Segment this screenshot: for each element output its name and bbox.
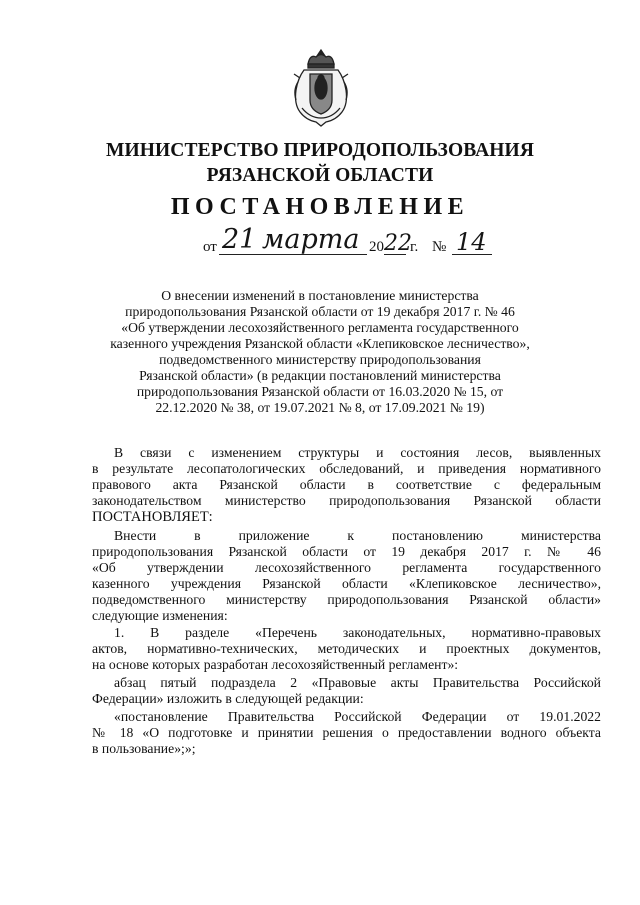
decree-title: ПОСТАНОВЛЕНИЕ	[170, 194, 470, 220]
decree-subject	[100, 288, 540, 416]
date-line	[0, 226, 640, 258]
date-year-suffix: 22	[384, 231, 412, 256]
date-day: 21	[222, 224, 257, 255]
ministry-name-line1: МИНИСТЕРСТВО ПРИРОДОПОЛЬЗОВАНИЯ	[106, 140, 534, 161]
ministry-name-line2: РЯЗАНСКОЙ ОБЛАСТИ	[206, 165, 434, 186]
ministry-name	[0, 138, 640, 188]
body-line: Федерации» изложить в следующей редакции:	[92, 691, 364, 706]
subject-line: казенного учреждения Рязанской области «Клепиковское лесничество»,	[110, 336, 530, 351]
body-line: в пользование»;»;	[92, 741, 196, 756]
body-line: № 18 «О подготовке и принятии решения о предоставлении водного объекта	[92, 725, 601, 740]
date-year-label: г.	[410, 239, 419, 255]
subject-line: природопользования Рязанской области от 19 декабря 2017 г. № 46	[125, 304, 515, 319]
date-year-prefix: 20	[369, 239, 384, 255]
body-line: актов, нормативно-технических, методических и проектных документов,	[92, 641, 601, 656]
body-line: «постановление Правительства Российской Федерации от 19.01.2022	[114, 709, 601, 724]
decree-number: 14	[456, 228, 487, 256]
body-line: в результате лесопатологических обследований, и приведения нормативного	[92, 461, 601, 476]
subject-line: Рязанской области» (в редакции постановлений министерства	[139, 368, 501, 383]
body-line: 1. В разделе «Перечень законодательных, нормативно-правовых	[114, 625, 601, 640]
body-line: абзац пятый подраздела 2 «Правовые акты Правительства Российской	[114, 675, 601, 690]
subject-line: О внесении изменений в постановление министерства	[161, 288, 479, 303]
coat-of-arms-icon	[290, 48, 352, 128]
body-line: следующие изменения:	[92, 608, 228, 623]
date-prefix: от	[203, 239, 217, 255]
body-line: «Об утверждении лесохозяйственного регламента государственного	[92, 560, 601, 575]
subject-line: «Об утверждении лесохозяйственного регламента государственного	[121, 320, 519, 335]
body-line: Внести в приложение к постановлению министерства	[114, 528, 601, 543]
subject-line: природопользования Рязанской области от 16.03.2020 № 15, от	[136, 384, 504, 399]
date-underline	[219, 254, 367, 255]
year-underline	[384, 254, 406, 255]
body-line: казенного учреждения Рязанской области «Клепиковское лесничество»,	[92, 576, 601, 591]
date-month: марта	[262, 224, 360, 255]
body-line: ПОСТАНОВЛЯЕТ:	[92, 509, 213, 525]
body-line: правового акта Рязанской области в соответствие с федеральным	[92, 477, 601, 492]
body-line: природопользования Рязанской области от 19 декабря 2017 г. № 46	[92, 544, 601, 559]
subject-line: 22.12.2020 № 38, от 19.07.2021 № 8, от 17.09.2021 № 19)	[155, 400, 485, 415]
number-underline	[452, 254, 492, 255]
body-line: на основе которых разработан лесохозяйственный регламент»:	[92, 657, 459, 672]
subject-line: подведомственного министерству природопользования	[159, 352, 481, 367]
body-line: В связи с изменением структуры и состояния лесов, выявленных	[114, 445, 601, 460]
body-line: подведомственного министерству природопользования Рязанской области»	[92, 592, 601, 607]
number-sign: №	[432, 239, 447, 255]
body-line: законодательством министерство природопользования Рязанской области	[92, 493, 601, 508]
